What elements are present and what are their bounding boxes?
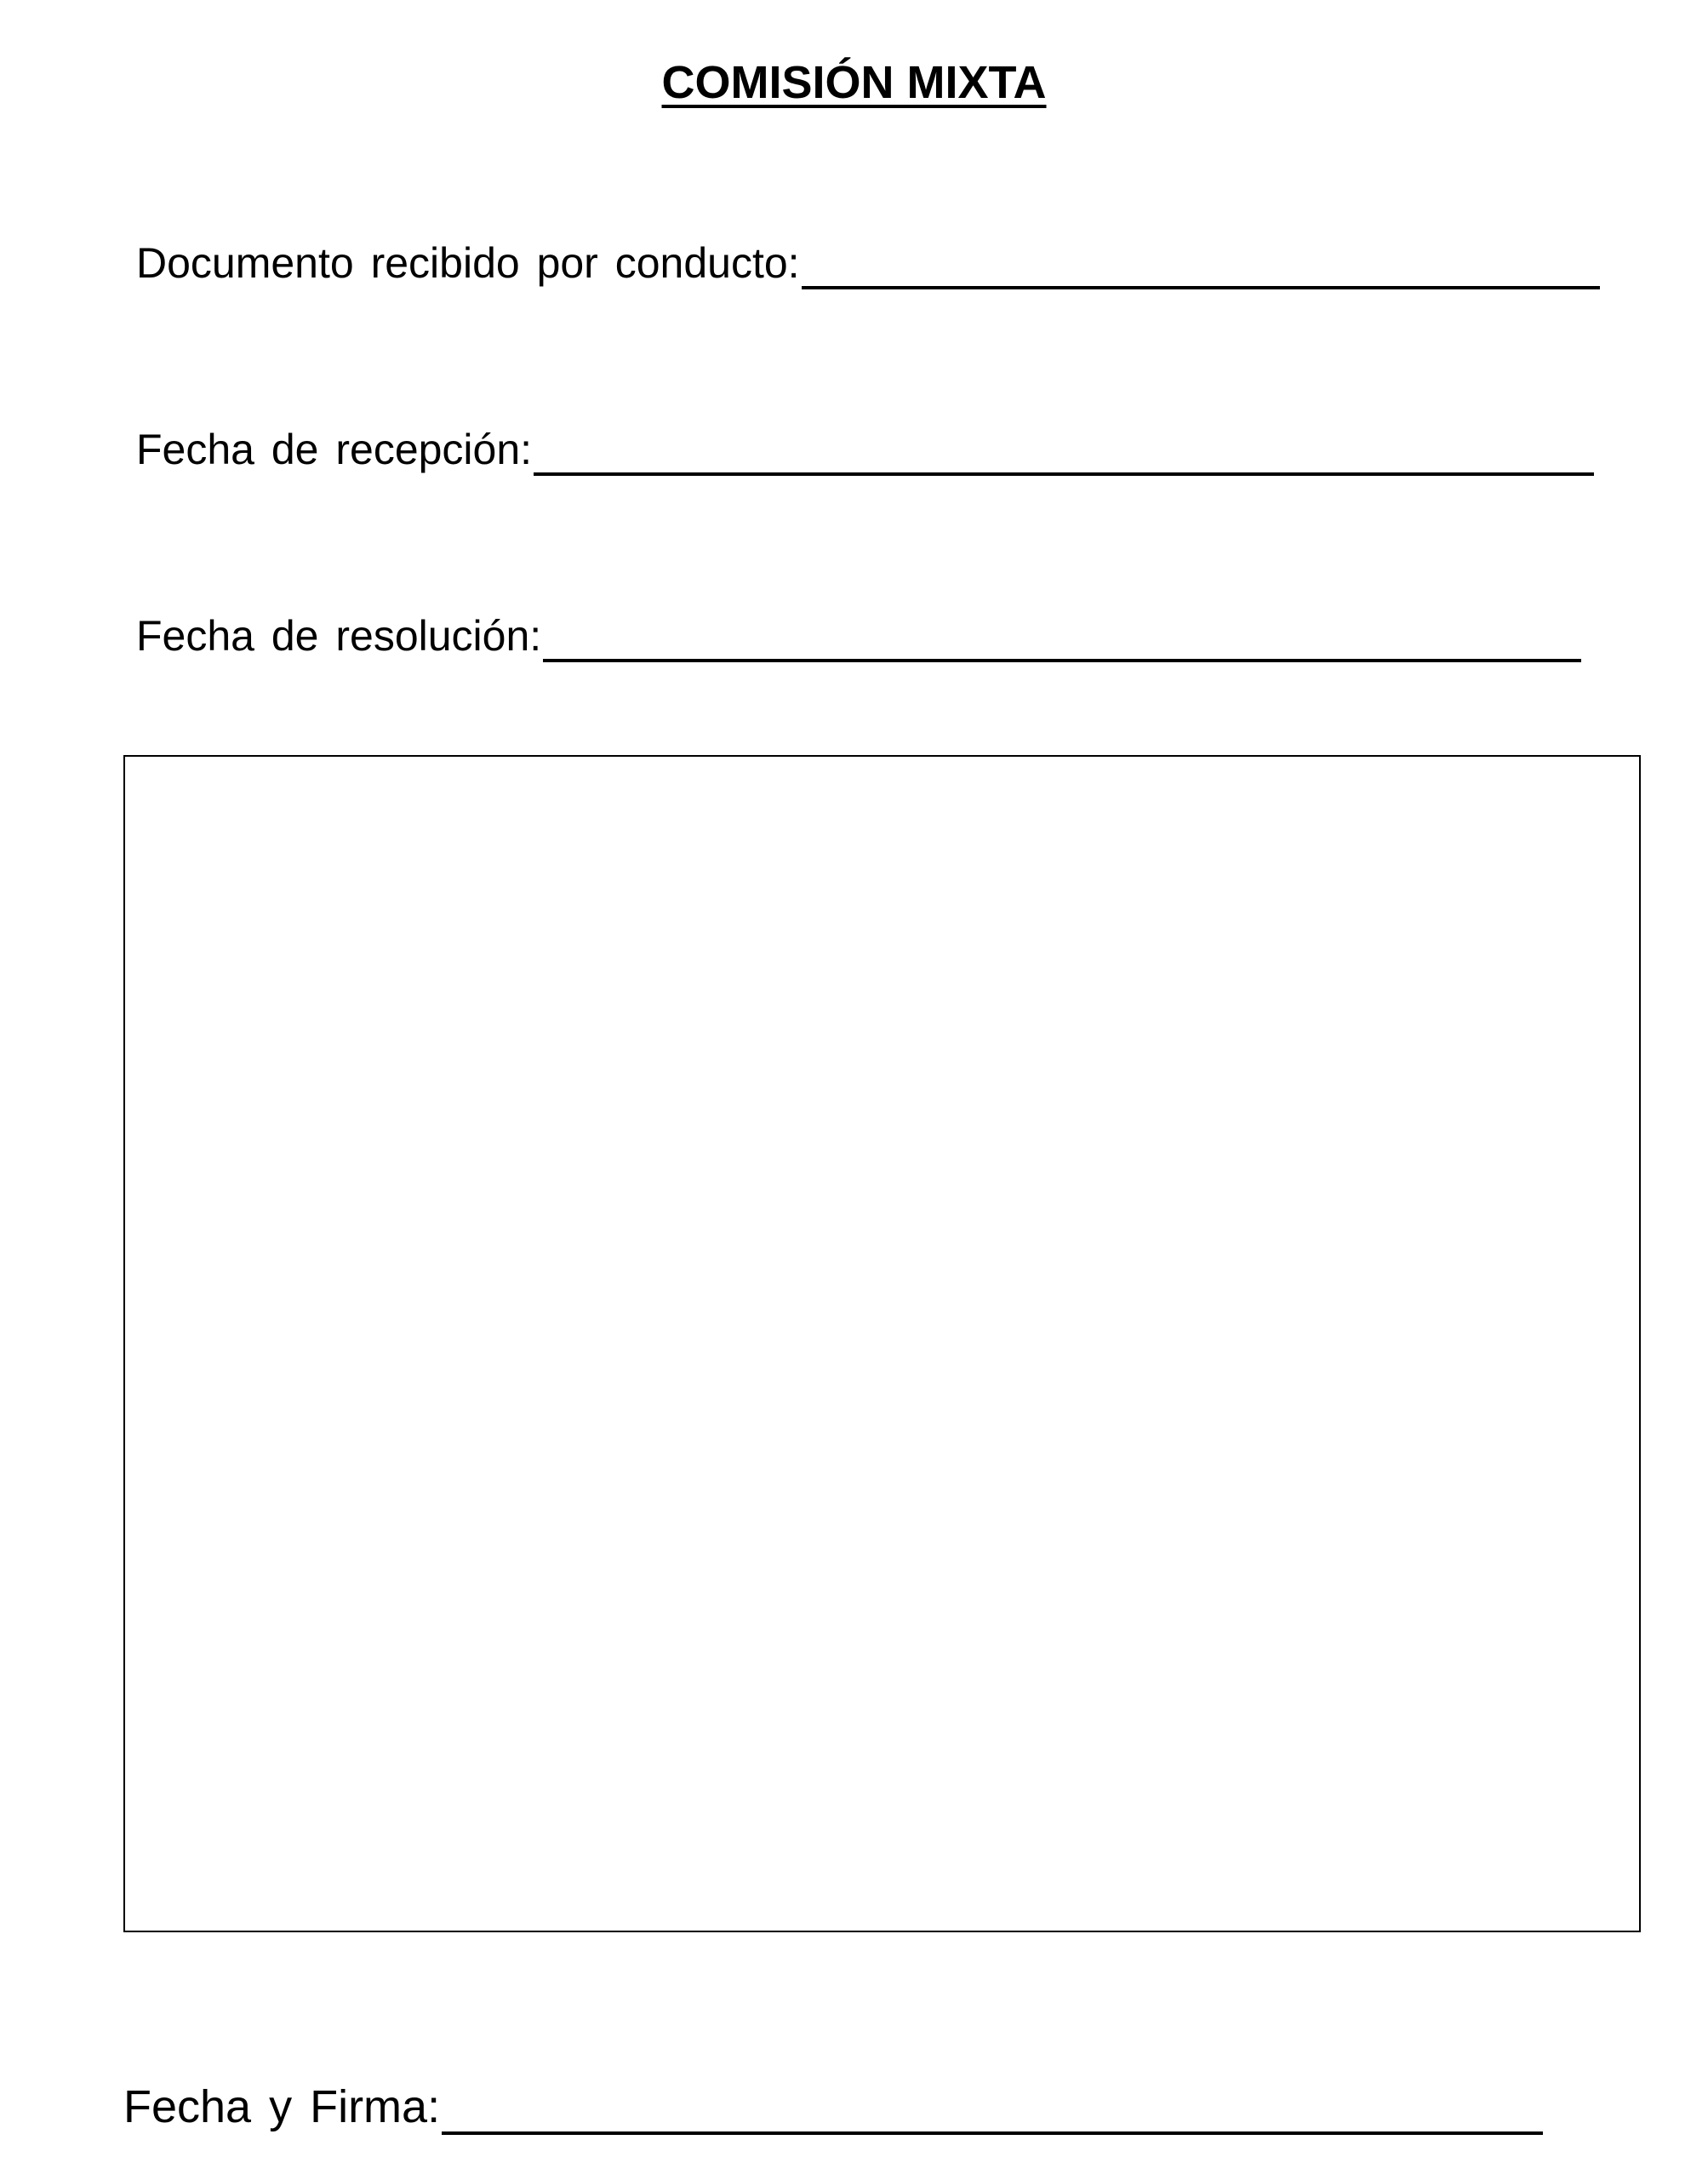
field-fecha-y-firma bbox=[123, 2081, 1543, 2132]
page-title: COMISIÓN MIXTA bbox=[661, 57, 1047, 108]
field-label-resolucion: Fecha de resolución: bbox=[136, 612, 542, 660]
blank-line-conducto[interactable] bbox=[802, 285, 1600, 289]
field-label-firma: Fecha y Firma: bbox=[123, 2081, 441, 2132]
field-fecha-de-resolucion bbox=[136, 612, 1581, 660]
field-documento-recibido-por-conducto bbox=[136, 239, 1600, 287]
blank-line-resolucion[interactable] bbox=[543, 658, 1581, 662]
blank-line-recepcion[interactable] bbox=[534, 472, 1594, 476]
blank-line-firma[interactable] bbox=[442, 2131, 1543, 2135]
resolution-content-box[interactable] bbox=[123, 755, 1641, 1932]
field-label-recepcion: Fecha de recepción: bbox=[136, 426, 533, 473]
field-fecha-de-recepcion bbox=[136, 428, 1594, 471]
field-label-conducto: Documento recibido por conducto: bbox=[136, 239, 800, 287]
